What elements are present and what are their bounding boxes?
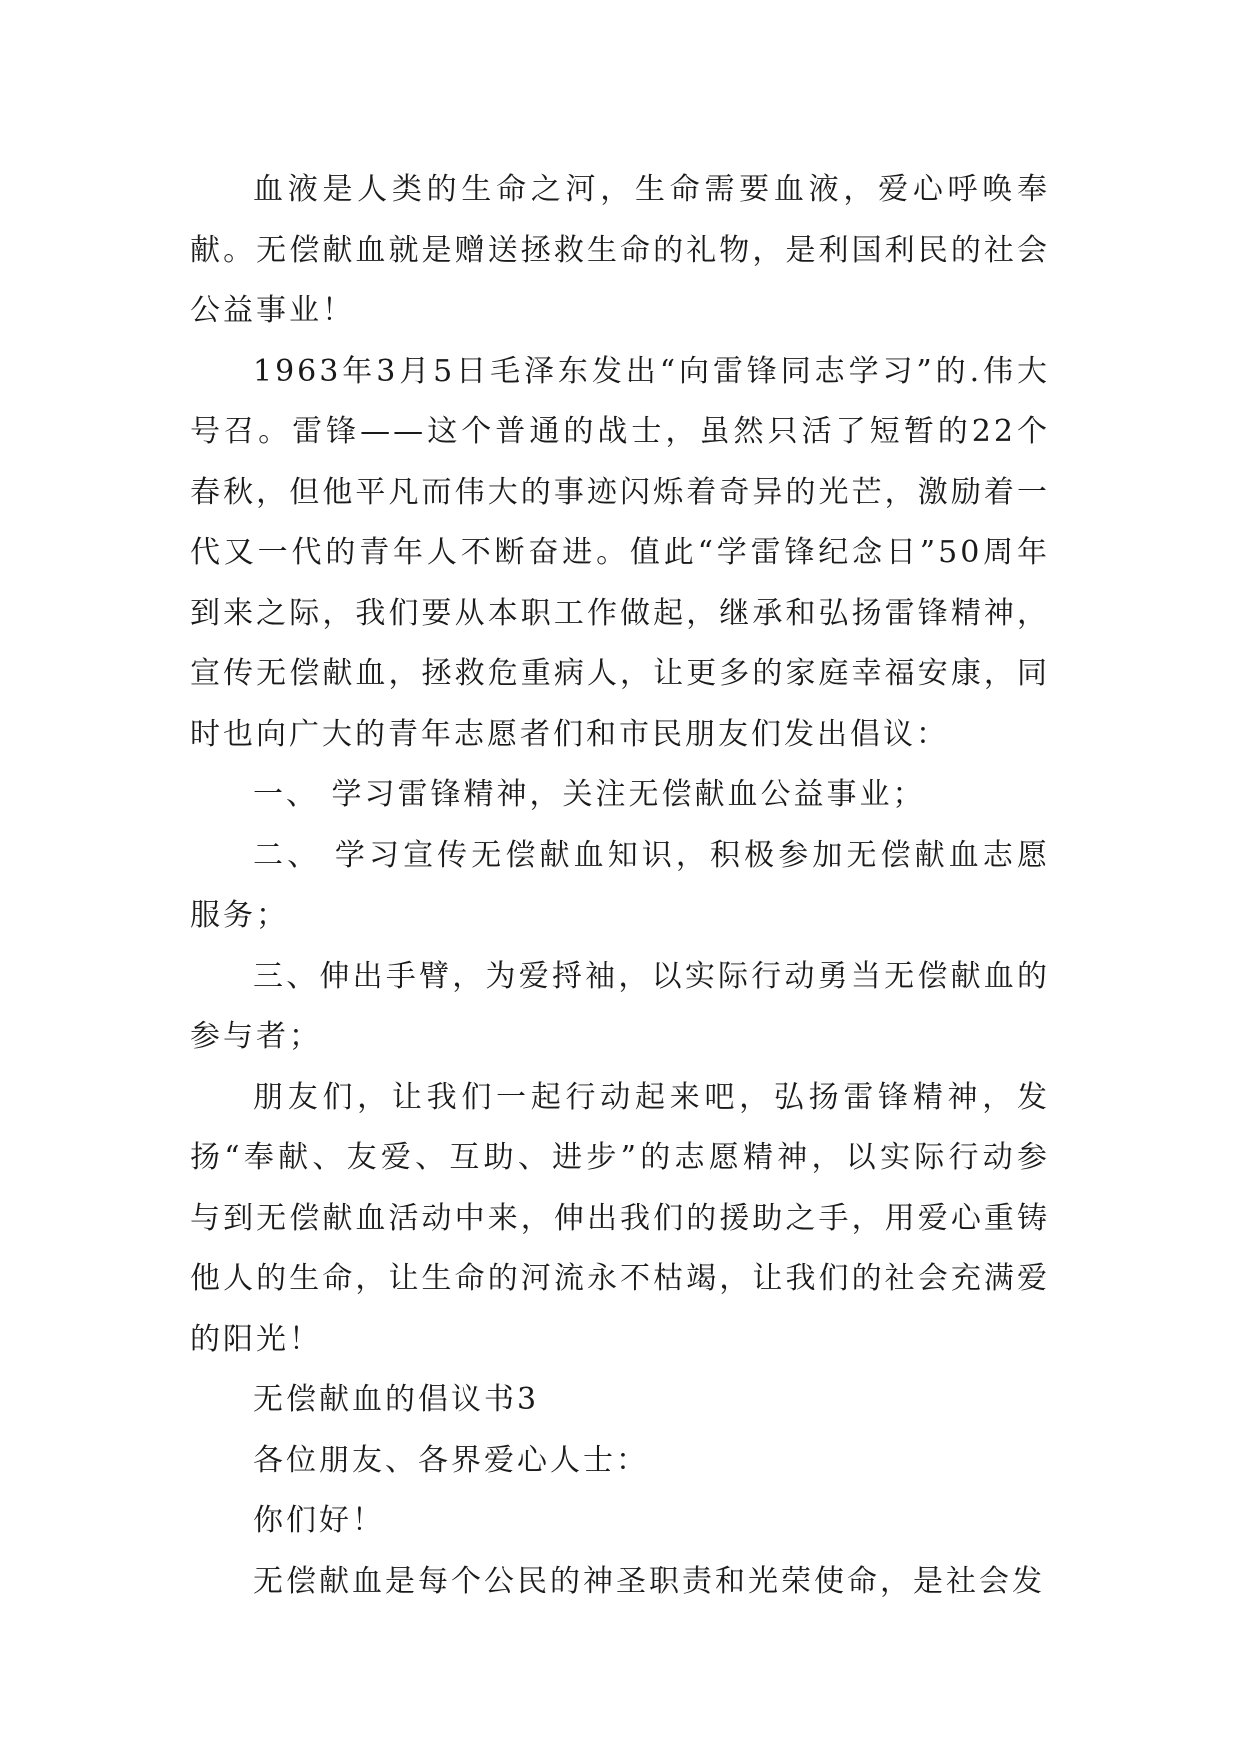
salutation: 各位朋友、各界爱心人士： xyxy=(253,1442,649,1478)
section-heading: 无偿献血的倡议书3 xyxy=(253,1382,540,1417)
proposal-item-2: 二、 学习宣传无偿献血知识，积极参加无偿献血志愿服务； xyxy=(190,837,1050,933)
paragraph-intro: 血液是人类的生命之河，生命需要血液，爱心呼唤奉献。无偿献血就是赠送拯救生命的礼物，是利国利民的社会公益事业！ xyxy=(190,172,1050,328)
document-body xyxy=(190,160,1050,1612)
greeting: 你们好！ xyxy=(253,1503,385,1538)
proposal-item-1: 一、 学习雷锋精神，关注无偿献血公益事业； xyxy=(253,777,926,812)
paragraph-closing: 朋友们，让我们一起行动起来吧，弘扬雷锋精神，发扬“奉献、友爱、互助、进步”的志愿精神，以实际行动参与到无偿献血活动中来，伸出我们的援助之手，用爱心重铸他人的生命，让生命的河流永不枯竭，让我们的社会充满爱的阳光！ xyxy=(190,1079,1050,1357)
proposal-item-3: 三、伸出手臂，为爱捋袖，以实际行动勇当无偿献血的参与者； xyxy=(190,958,1050,1054)
paragraph-duty: 无偿献血是每个公民的神圣职责和光荣使命，是社会发 xyxy=(253,1563,1045,1599)
paragraph-lei-feng-call: 1963年3月5日毛泽东发出“向雷锋同志学习”的.伟大号召。雷锋——这个普通的战士，虽然只活了短暂的22个春秋，但他平凡而伟大的事迹闪烁着奇异的光芒，激励着一代又一代的青年人不断奋进。值此“学雷锋纪念日”50周年到来之际，我们要从本职工作做起，继承和弘扬雷锋精神，宣传无偿献血，拯救危重病人，让更多的家庭幸福安康，同时也向广大的青年志愿者们和市民朋友们发出倡议： xyxy=(190,353,1050,752)
